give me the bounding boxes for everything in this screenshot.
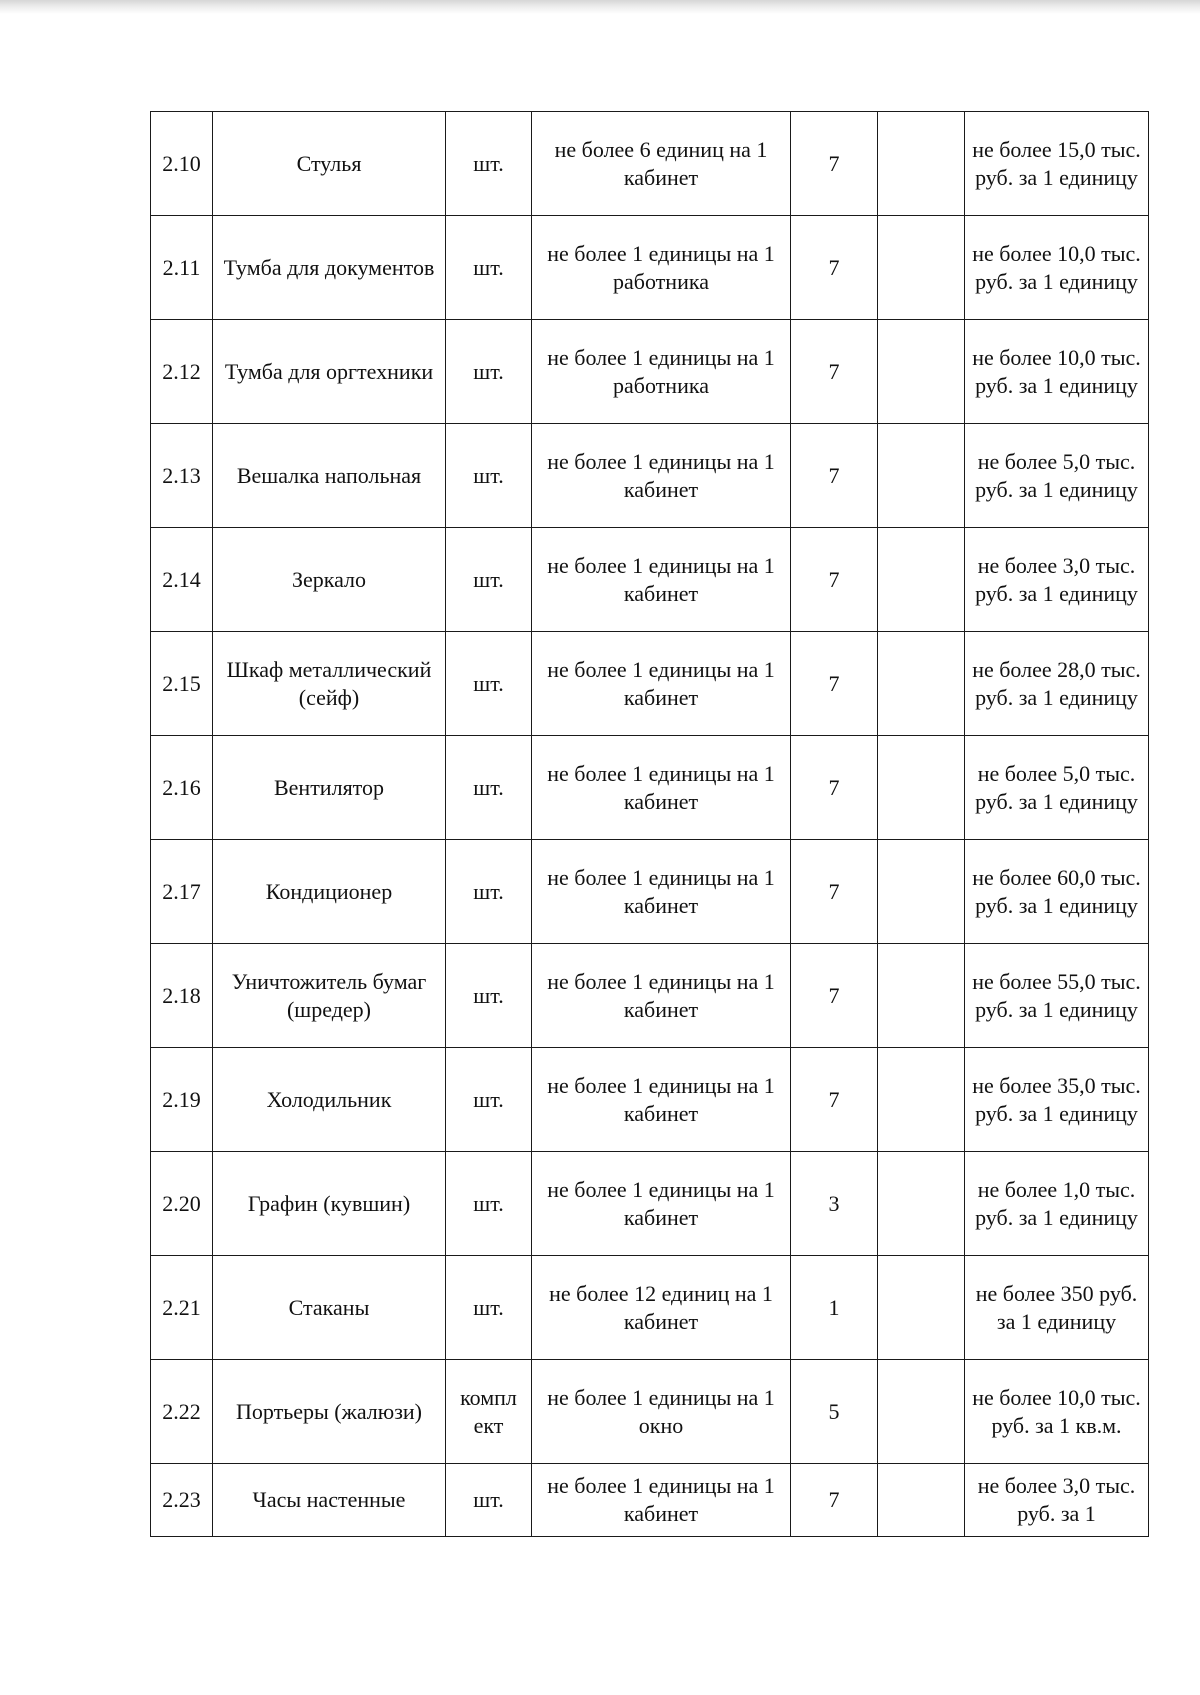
cell-term: 7 [791,320,878,424]
cell-empty [878,424,965,528]
cell-unit: шт. [446,944,532,1048]
cell-norm: не более 6 единиц на 1 кабинет [532,112,791,216]
table-row [151,112,1149,216]
cell-term: 7 [791,840,878,944]
table-row [151,736,1149,840]
table-row [151,528,1149,632]
cell-price: не более 5,0 тыс. руб. за 1 единицу [965,736,1149,840]
cell-number: 2.13 [151,424,213,528]
cell-price: не более 35,0 тыс. руб. за 1 единицу [965,1048,1149,1152]
cell-term: 7 [791,632,878,736]
cell-norm: не более 1 единицы на 1 кабинет [532,424,791,528]
cell-price: не более 1,0 тыс. руб. за 1 единицу [965,1152,1149,1256]
cell-empty [878,112,965,216]
cell-unit: шт. [446,424,532,528]
cell-term: 5 [791,1360,878,1464]
table-row [151,1256,1149,1360]
cell-item-name: Тумба для оргтехники [213,320,446,424]
cell-unit: шт. [446,320,532,424]
cell-norm: не более 1 единицы на 1 работника [532,216,791,320]
cell-unit: шт. [446,112,532,216]
cell-unit: шт. [446,1256,532,1360]
cell-unit: шт. [446,1048,532,1152]
cell-norm: не более 1 единицы на 1 кабинет [532,736,791,840]
cell-price: не более 3,0 тыс. руб. за 1 [965,1464,1149,1537]
cell-price: не более 3,0 тыс. руб. за 1 единицу [965,528,1149,632]
table-row [151,840,1149,944]
cell-term: 7 [791,112,878,216]
cell-empty [878,840,965,944]
table-row [151,1464,1149,1537]
cell-item-name: Часы настенные [213,1464,446,1537]
cell-number: 2.16 [151,736,213,840]
cell-term: 7 [791,216,878,320]
cell-number: 2.22 [151,1360,213,1464]
table-row [151,632,1149,736]
cell-item-name: Стаканы [213,1256,446,1360]
cell-item-name: Кондиционер [213,840,446,944]
cell-unit: шт. [446,1464,532,1537]
cell-item-name: Стулья [213,112,446,216]
cell-number: 2.14 [151,528,213,632]
cell-term: 7 [791,944,878,1048]
cell-number: 2.20 [151,1152,213,1256]
table-row [151,1152,1149,1256]
cell-norm: не более 1 единицы на 1 кабинет [532,1152,791,1256]
cell-price: не более 15,0 тыс. руб. за 1 единицу [965,112,1149,216]
cell-number: 2.18 [151,944,213,1048]
cell-price: не более 55,0 тыс. руб. за 1 единицу [965,944,1149,1048]
cell-price: не более 10,0 тыс. руб. за 1 единицу [965,216,1149,320]
cell-empty [878,944,965,1048]
cell-unit: шт. [446,840,532,944]
cell-item-name: Уничтожитель бумаг (шредер) [213,944,446,1048]
cell-term: 7 [791,1464,878,1537]
cell-item-name: Вешалка напольная [213,424,446,528]
table-row [151,1360,1149,1464]
cell-norm: не более 1 единицы на 1 кабинет [532,1464,791,1537]
cell-price: не более 5,0 тыс. руб. за 1 единицу [965,424,1149,528]
cell-term: 7 [791,424,878,528]
cell-item-name: Вентилятор [213,736,446,840]
cell-item-name: Зеркало [213,528,446,632]
cell-norm: не более 1 единицы на 1 работника [532,320,791,424]
table-row [151,944,1149,1048]
cell-unit: шт. [446,632,532,736]
cell-unit: шт. [446,528,532,632]
cell-price: не более 10,0 тыс. руб. за 1 единицу [965,320,1149,424]
cell-empty [878,1152,965,1256]
cell-term: 7 [791,736,878,840]
cell-price: не более 350 руб. за 1 единицу [965,1256,1149,1360]
cell-norm: не более 1 единицы на 1 кабинет [532,1048,791,1152]
cell-empty [878,1048,965,1152]
cell-unit: шт. [446,1152,532,1256]
cell-item-name: Графин (кувшин) [213,1152,446,1256]
cell-number: 2.21 [151,1256,213,1360]
table-row [151,216,1149,320]
cell-term: 3 [791,1152,878,1256]
cell-empty [878,216,965,320]
cell-empty [878,320,965,424]
cell-empty [878,1464,965,1537]
cell-item-name: Шкаф металлический (сейф) [213,632,446,736]
table-row [151,424,1149,528]
table-row [151,1048,1149,1152]
cell-price: не более 10,0 тыс. руб. за 1 кв.м. [965,1360,1149,1464]
cell-empty [878,528,965,632]
cell-item-name: Портьеры (жалюзи) [213,1360,446,1464]
cell-number: 2.10 [151,112,213,216]
cell-number: 2.19 [151,1048,213,1152]
cell-norm: не более 1 единицы на 1 кабинет [532,632,791,736]
cell-empty [878,736,965,840]
cell-norm: не более 1 единицы на 1 окно [532,1360,791,1464]
cell-price: не более 28,0 тыс. руб. за 1 единицу [965,632,1149,736]
cell-empty [878,632,965,736]
cell-number: 2.11 [151,216,213,320]
cell-norm: не более 1 единицы на 1 кабинет [532,528,791,632]
table-body [151,112,1149,1537]
cell-number: 2.23 [151,1464,213,1537]
cell-norm: не более 1 единицы на 1 кабинет [532,840,791,944]
scanned-page-edge [0,0,1200,14]
cell-term: 7 [791,1048,878,1152]
cell-number: 2.12 [151,320,213,424]
cell-item-name: Холодильник [213,1048,446,1152]
cell-norm: не более 1 единицы на 1 кабинет [532,944,791,1048]
cell-empty [878,1256,965,1360]
cell-unit: компл ект [446,1360,532,1464]
cell-empty [878,1360,965,1464]
cell-price: не более 60,0 тыс. руб. за 1 единицу [965,840,1149,944]
cell-unit: шт. [446,216,532,320]
cell-term: 7 [791,528,878,632]
cell-number: 2.17 [151,840,213,944]
norms-table [150,111,1149,1537]
cell-item-name: Тумба для документов [213,216,446,320]
cell-term: 1 [791,1256,878,1360]
table-row [151,320,1149,424]
cell-number: 2.15 [151,632,213,736]
cell-norm: не более 12 единиц на 1 кабинет [532,1256,791,1360]
cell-unit: шт. [446,736,532,840]
